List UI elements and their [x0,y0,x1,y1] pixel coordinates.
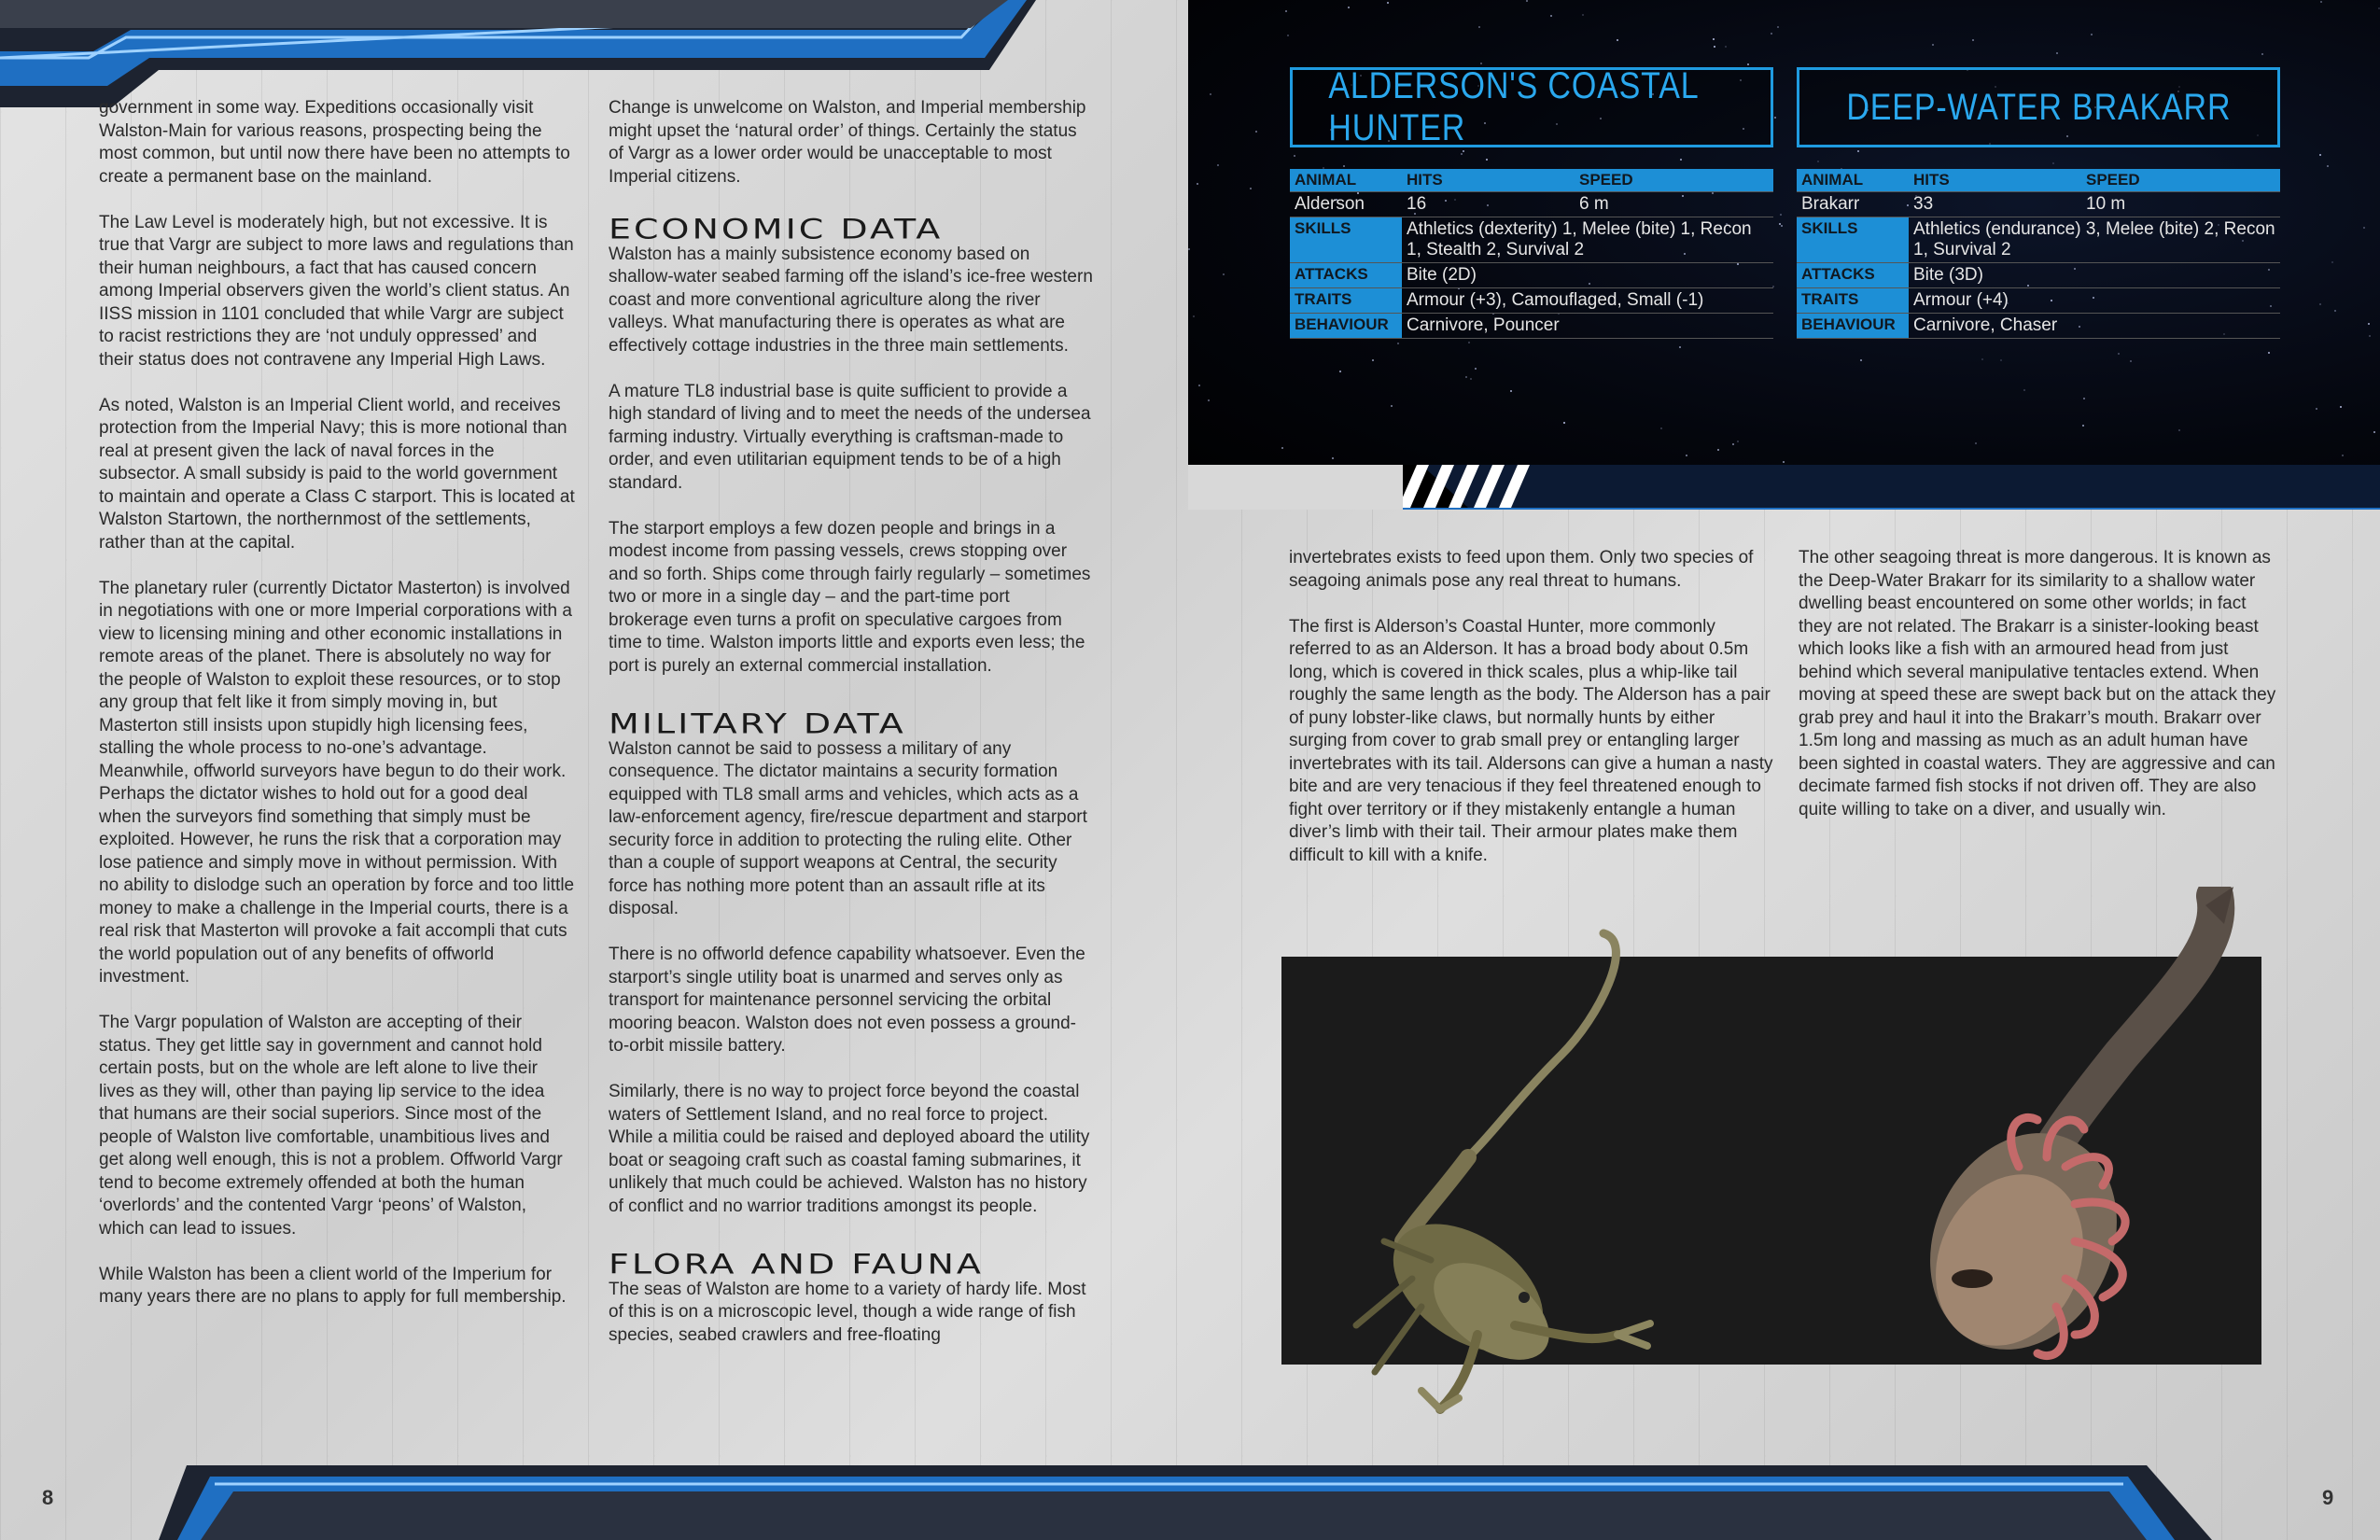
economic-data-heading: ECONOMIC DATA [609,212,944,245]
behaviour-value: Carnivore, Pouncer [1402,314,1773,339]
star-decoration [2056,52,2058,54]
skills-value: Athletics (dexterity) 1, Melee (bite) 1, Recon 1, Stealth 2, Survival 2 [1402,217,1773,263]
star-decoration [1348,7,1350,8]
animal-name: Alderson [1290,192,1402,217]
economic-data-text [609,244,1094,679]
star-decoration [2327,165,2329,167]
star-decoration [2368,323,2370,325]
attacks-value: Bite (3D) [1909,263,2280,288]
star-decoration [1332,457,1334,459]
behaviour-label: BEHAVIOUR [1290,314,1402,339]
economic-paragraph: The starport employs a few dozen people and brings in a modest income from passing vessels, crews stopping over and so forth. Ships come through fairly regularly – sometimes two or more in a single day – and the part-time port brokerage even turns a profit on speculative cargoes from time to time. Walston imports little and exports even less; the port is purely an external commercial installation. [609,518,1091,676]
military-data-heading: MILITARY DATA [609,707,906,740]
body-paragraph: invertebrates exists to feed upon them. Only two species of seagoing animals pose any real threat to humans. [1289,548,1754,591]
behaviour-label: BEHAVIOUR [1797,314,1909,339]
star-decoration [1781,225,1783,227]
body-paragraph: The Vargr population of Walston are accepting of their status. They get little say in government and cannot hold certain posts, but on the whole are left alone to live their lives as they will, other than paying lip service to the idea that humans are their social superiors. Since most of the people of Walston live comfortable, unambitious lives and get along well enough, this is not a problem. Offworld Vargr tend to become extremely offended at both the human ‘overlords’ and the contented Vargr ‘peons’ of Walston, which can lead to issues. [99,1013,563,1239]
star-decoration [2178,429,2180,431]
star-decoration [1783,461,1785,463]
star-decoration [2268,352,2270,354]
brakarr-title: DEEP-WATER BRAKARR [1797,67,2280,147]
star-decoration [1387,2,1389,4]
star-decoration [2369,335,2371,337]
hits-header: HITS [1402,169,1575,192]
star-decoration [1475,368,1477,370]
star-decoration [2316,408,2317,410]
body-paragraph: The Law Level is moderately high, but not excessive. It is true that Vargr are subject to more laws and regulations than their human neighbours, a fact that has caused concern among Imperial observers given the world’s client status. An IISS mission in 1101 concluded that while Vargr are subject to racist restrictions they are ‘not unduly oppressed’ and their status does not contravene any Imperial High Laws. [99,212,574,370]
star-decoration [1210,93,1211,95]
star-decoration [2023,389,2025,391]
star-decoration [2363,227,2365,229]
star-decoration [1465,376,1467,378]
brakarr-illustration [1896,887,2233,1380]
hits-value: 33 [1909,192,2081,217]
traits-label: TRAITS [1290,288,1402,314]
star-decoration [1343,165,1345,167]
panel-corner-cut [1188,465,1403,510]
flora-paragraph: The seas of Walston are home to a variety of hardy life. Most of this is on a microscopic level, though a wide range of fish species, seabed crawlers and free-floating [609,1279,1086,1345]
alderson-title: ALDERSON'S COASTAL HUNTER [1290,67,1773,147]
military-data-text [609,738,1094,1219]
military-paragraph: Similarly, there is no way to project force beyond the coastal waters of Settlement Island, and no real force to project. While a militia could be raised and deployed aboard the utility boat or seagoing craft such as coastal faming submarines, it unlikely that much could be achieved. Walston has no history of conflict and no warrior traditions amongst its people. [609,1082,1090,1216]
skills-label: SKILLS [1797,217,1909,263]
behaviour-value: Carnivore, Chaser [1909,314,2280,339]
attacks-value: Bite (2D) [1402,263,1773,288]
star-decoration [2091,34,2093,35]
star-decoration [2118,353,2120,355]
star-decoration [1582,14,1584,16]
star-decoration [1198,385,1200,386]
star-decoration [2261,53,2263,55]
star-decoration [1510,390,1512,392]
skills-value: Athletics (endurance) 3, Melee (bite) 2, Recon 1, Survival 2 [1909,217,2280,263]
star-decoration [1713,38,1715,40]
body-paragraph: As noted, Walston is an Imperial Client world, and receives protection from the Imperial Navy; this is more notional than real at present given the lack of naval forces in the subsector. A small subsidy is paid to the world government to maintain and operate a Class C starport. This is located at Walston Startown, the northernmost of the settlements, rather than at the capital. [99,395,575,553]
page-number-right: 9 [2322,1486,2334,1509]
hits-value: 16 [1402,192,1575,217]
star-decoration [1780,214,1782,216]
star-decoration [1339,371,1341,372]
star-decoration [1480,63,1482,64]
star-decoration [1817,161,1819,162]
brakarr-stat-table [1797,169,2280,339]
right-column-2 [1799,547,2284,845]
economic-paragraph: A mature TL8 industrial base is quite sufficient to provide a high standard of living and to meet the needs of the undersea farming industry. Virtually everything is craftsman-made to order, and even utilitarian equipment tends to be of a high standard. [609,381,1091,493]
star-decoration [1250,188,1252,189]
star-decoration [1478,26,1480,28]
animal-name: Brakarr [1797,192,1909,217]
star-decoration [1391,405,1393,407]
star-decoration [1223,273,1225,275]
star-decoration [1660,427,1662,429]
star-decoration [1617,39,1618,41]
star-decoration [2319,154,2321,156]
star-decoration [2000,359,2002,361]
traits-value: Armour (+3), Camouflaged, Small (-1) [1402,288,1773,314]
star-decoration [1463,150,1464,152]
flora-fauna-heading: FLORA AND FAUNA [609,1247,984,1281]
star-decoration [1461,153,1463,155]
page-number-left: 8 [42,1486,54,1509]
star-decoration [1468,342,1470,343]
speed-header: SPEED [1575,169,1773,192]
star-decoration [2331,261,2333,263]
star-decoration [2082,425,2084,427]
star-decoration [2319,303,2321,305]
hits-header: HITS [1909,169,2081,192]
star-decoration [1717,449,1719,451]
star-decoration [1470,378,1472,380]
traits-value: Armour (+4) [1909,288,2280,314]
star-decoration [1972,39,1974,41]
star-decoration [1208,399,1210,401]
star-decoration [1981,358,1983,360]
star-decoration [2130,360,2132,362]
animal-header: ANIMAL [1797,169,1909,192]
top-frame-decoration [0,0,1073,112]
star-decoration [1747,63,1749,65]
body-paragraph: The other seagoing threat is more dangerous. It is known as the Deep-Water Brakarr for its similarity to a shallow water dwelling beast encountered on some other worlds; in fact they are not related. The Brakarr is a sinister-looking beast which looks like a fish with an armoured head from just behind which several manipulative tentacles extend. When moving at speed these are swept back but on the attack they grab prey and haul it into the Brakarr’s mouth. Brakarr over 1.5m long and massing as much as an adult human have been sighted in coastal waters. They are aggressive and can decimate farmed fish stocks if not driven off. They are also quite willing to take on a diver, and usually win. [1799,548,2276,819]
animal-header: ANIMAL [1290,169,1402,192]
star-decoration [1397,343,1399,344]
alderson-illustration [1356,933,1650,1409]
left-column-1 [99,97,575,1332]
star-decoration [2052,162,2054,164]
star-decoration [1550,15,1552,17]
star-decoration [1563,422,1565,424]
attacks-label: ATTACKS [1290,263,1402,288]
attacks-label: ATTACKS [1797,263,1909,288]
left-column-2 [609,97,1094,1370]
star-decoration [1372,359,1374,361]
star-decoration [1679,346,1681,348]
star-decoration [1486,159,1488,161]
star-decoration [1714,46,1715,48]
star-decoration [1287,35,1289,36]
star-decoration [1281,447,1283,449]
star-decoration [1932,44,1934,46]
star-decoration [1725,46,1727,48]
speed-header: SPEED [2081,169,2280,192]
star-decoration [1857,150,1859,152]
traits-label: TRAITS [1797,288,1909,314]
star-decoration [1975,442,1977,444]
star-decoration [1777,26,1779,28]
star-decoration [1188,248,1190,250]
right-column-1 [1289,547,1774,890]
star-decoration [1217,164,1219,166]
star-decoration [1686,455,1687,456]
star-decoration [2334,310,2336,312]
star-decoration [1255,131,1257,133]
military-paragraph: Walston cannot be said to possess a military of any consequence. The dictator maintains a security formation equipped with TL8 small arms and vehicles, which acts as a law-enforcement agency, fire/rescue department and starport security force in addition to protecting the ruling elite. Other than a couple of support weapons at Central, the security force has nothing more potent than an assault rifle at its disposal. [609,738,1087,918]
flora-fauna-text [609,1279,1094,1348]
star-decoration [1197,183,1198,185]
body-paragraph: The planetary ruler (currently Dictator Masterton) is involved in negotiations with one or more Imperial corporations with a view to licensing mining and other economic installations in remote areas of the planet. There is absolutely no way for the people of Walston to exploit these resources, or to stop any group that felt like it from simply moving in, but Masterton still insists upon stupidly high licensing fees, stalling the whole process to no-one’s advantage. Meanwhile, offworld surveyors have begun to do their work. Perhaps the dictator wishes to hold out for a good deal when the surveyors find something that simply must be exploited. However, he runs the risk that a corporation may lose patience and simply move in without permission. With no ability to dislodge such an operation by force and too little money to make a challenge in the Imperial courts, there is a real risk that Masterton will provoke a fait accompli that cuts the world population out of any benefits of offworld investment. [99,578,575,987]
star-decoration [2340,406,2342,408]
star-decoration [2083,398,2085,399]
star-decoration [2373,431,2375,433]
speed-value: 10 m [2081,192,2280,217]
alderson-stat-table [1290,169,1773,339]
star-decoration [1680,159,1682,161]
economic-paragraph: Walston has a mainly subsistence economy based on shallow-water seabed farming off the island’s ice-free western coast and more conventional agriculture along the river valleys. What manufacturing there is operates as what are effectively cottage industries in the three main settlements. [609,244,1093,356]
star-decoration [1193,315,1195,317]
bottom-frame-decoration [159,1465,2212,1540]
star-decoration [1737,441,1739,442]
body-paragraph: While Walston has been a client world of the Imperium for many years there are no plans to apply for full membership. [99,1264,567,1307]
star-decoration [2342,455,2344,456]
star-decoration [1294,155,1295,157]
star-decoration [1285,10,1287,12]
star-decoration [1860,359,1862,361]
star-decoration [2320,1,2322,3]
column2-intro: Change is unwelcome on Walston, and Imperial membership might upset the ‘natural order’ of things. Certainly the status of Vargr as a lower order would be unacceptable to most Imperial citizens. [609,98,1086,187]
star-decoration [1526,0,1528,2]
body-paragraph: government in some way. Expeditions occasionally visit Walston-Main for various reasons, prospecting being the most common, but until now there have been no attempts to create a permanent base on the mainland. [99,98,570,187]
skills-label: SKILLS [1290,217,1402,263]
body-paragraph: The first is Alderson’s Coastal Hunter, more commonly referred to as an Alderson. It has a broad body about 0.5m long, which is covered in thick scales, plus a whip-like tail roughly the same length as the body. The Alderson has a pair of puny lobster-like claws, but normally hunts by either surging from cover to grab small prey or entangling larger invertebrates with its tail. Aldersons can give a human a nasty bite and are very tenacious if they feel threatened enough to fight over territory or if they mistakenly entangle a human diver’s limb with their tail. Their armour plates make them difficult to kill with a knife. [1289,616,1773,865]
star-decoration [1771,33,1772,35]
star-decoration [1732,443,1734,445]
creature-illustration-art [1281,887,2280,1419]
star-decoration [1774,117,1776,119]
speed-value: 6 m [1575,192,1773,217]
military-paragraph: There is no offworld defence capability whatsoever. Even the starport’s single utility boat is unarmed and serves only as transport for maintenance personnel servicing the orbital mooring beacon. Walston does not even possess a ground-to-orbit missile battery. [609,945,1085,1056]
